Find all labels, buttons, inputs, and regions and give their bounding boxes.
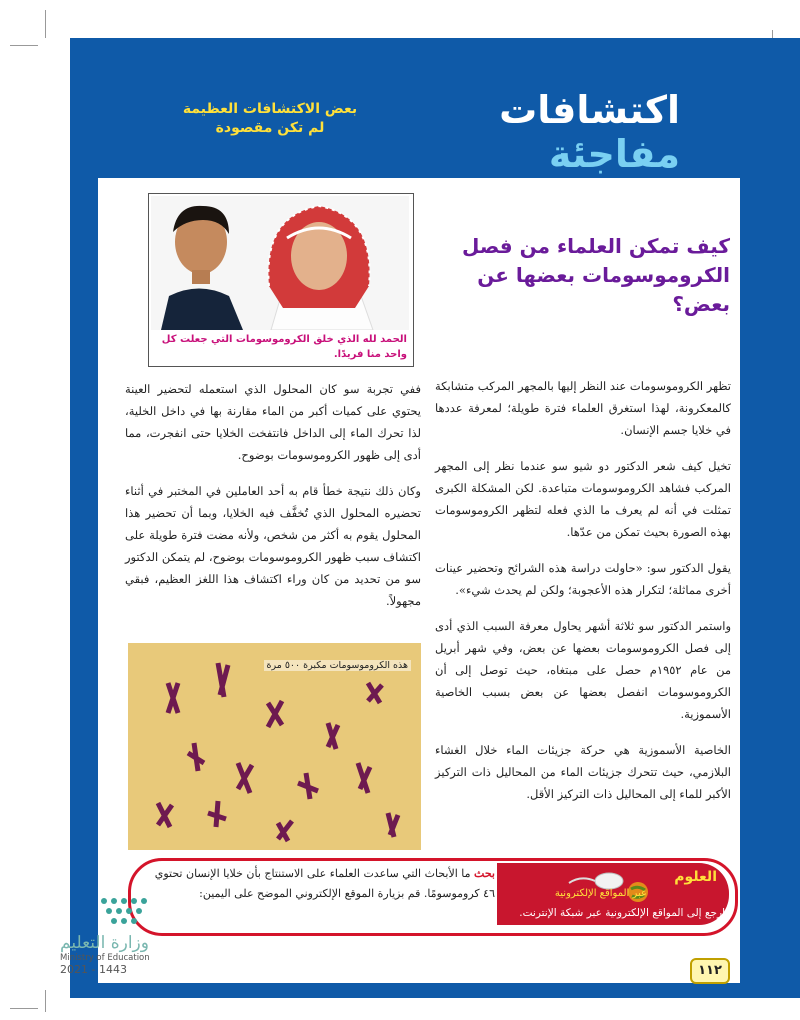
research-label: بحث: [474, 867, 495, 880]
chromosome-micrograph: [128, 643, 421, 850]
online-text: ارجع إلى المواقع الإلكترونية عبر شبكة الإنترنت.: [519, 907, 725, 919]
paragraph: ففي تجربة سو كان المحلول الذي استعمله لتحضير العينة يحتوي على كميات أكبر من الماء مقارنة بها في داخل الخلية، لذا تحرك الماء إلى الداخل فانتفخت الخلايا حتى انفجرت، مما أدى إلى ظهور الكروموسومات بوضوح.: [125, 382, 421, 462]
title-accent: مفاجئة: [548, 132, 680, 176]
research-body: ما الأبحاث التي ساعدت العلماء على الاستنتاج بأن خلايا الإنسان تحتوي ٤٦ كروموسومًا. قم بزيارة الموقع الإلكتروني الموضح على اليمين:: [154, 867, 495, 900]
photo-caption: الحمد لله الذي خلق الكروموسومات التي جعلت كل واحد منا فريدًا.: [161, 334, 407, 360]
ministry-emblem-icon: [96, 895, 156, 931]
online-title: العلوم: [674, 869, 717, 885]
column-left: [125, 378, 421, 626]
paragraph: تخيل كيف شعر الدكتور دو شيو سو عندما نظر إلى المجهر المركب فشاهد الكروموسومات متباعدة. لكن المشكلة الكبرى تمثلت في أنه لم يعرف ما الذي فعله لتظهر الكروموسومات بهذه الصورة بحيث تمكن من عدّها.: [435, 459, 731, 539]
section-heading: كيف تمكن العلماء من فصل الكروموسومات بعضها عن بعض؟: [461, 234, 730, 316]
ministry-name-ar: وزارة التعليم: [60, 933, 149, 953]
paragraph: الخاصية الأسموزية هي حركة جزيئات الماء خلال الغشاء البلازمي، حيث تتحرك جزيئات الماء من المحاليل ذات التركيز الأكبر للماء إلى المحاليل ذات التركيز الأقل.: [435, 743, 731, 801]
column-right: [435, 375, 731, 819]
boys-photo: [151, 196, 409, 330]
ministry-logo: [58, 895, 168, 975]
page-subtitle: [180, 100, 360, 138]
online-banner[interactable]: [497, 863, 729, 925]
ministry-year: 2021 - 1443: [60, 963, 127, 976]
title-main: اكتشافات: [499, 88, 680, 132]
page-number: ١١٢: [690, 958, 730, 984]
subtitle-line-2: لم تكن مقصودة: [215, 120, 325, 136]
page-title: [380, 88, 680, 176]
paragraph: تظهر الكروموسومات عند النظر إليها بالمجهر المركب متشابكة كالمعكرونة، لهذا استغرق العلماء فترة طويلة؛ لمعرفة عددها في خلايا جسم الإنسان.: [435, 379, 731, 437]
micrograph-caption: هذه الكروموسومات مكبرة ٥٠٠ مرة: [264, 660, 412, 671]
paragraph: واستمر الدكتور سو ثلاثة أشهر يحاول معرفة السبب الذي أدى إلى فصل الكروموسومات بعضها عن بعض، وفي شهر أبريل من عام ١٩٥٢م حصل على مبتغاه، حيث توصل إلى أن الكروموسومات انفصل بعضها عن بعض بسبب الخاصية الأسموزية.: [435, 619, 731, 721]
paragraph: يقول الدكتور سو: «حاولت دراسة هذه الشرائح وتحضير عينات أخرى مماثلة؛ لتكرار هذه الأعجوبة؛ ولكن لم يحدث شيء».: [435, 561, 731, 597]
boys-photo-box: [148, 193, 414, 367]
research-text: [150, 864, 495, 904]
online-subtitle: عبر المواقع الإلكترونية: [554, 888, 647, 899]
paragraph: وكان ذلك نتيجة خطأ قام به أحد العاملين في المختبر في أثناء تحضيره المحلول الذي تُخفَّف فيه الخلايا، وبما أن تحضير هذا المحلول يقوم به أكثر من شخص، ولأنه مضت فترة طويلة على اكتشاف سبب ظهور الكروموسومات بوضوح، لم يتمكن الدكتور سو من تحديد من كان وراء اكتشاف هذا اللغز العظيم، فبقي مجهولاً.: [125, 484, 421, 608]
subtitle-line-1: بعض الاكتشافات العظيمة: [182, 101, 358, 117]
ministry-name-en: Ministry of Education: [60, 953, 150, 963]
